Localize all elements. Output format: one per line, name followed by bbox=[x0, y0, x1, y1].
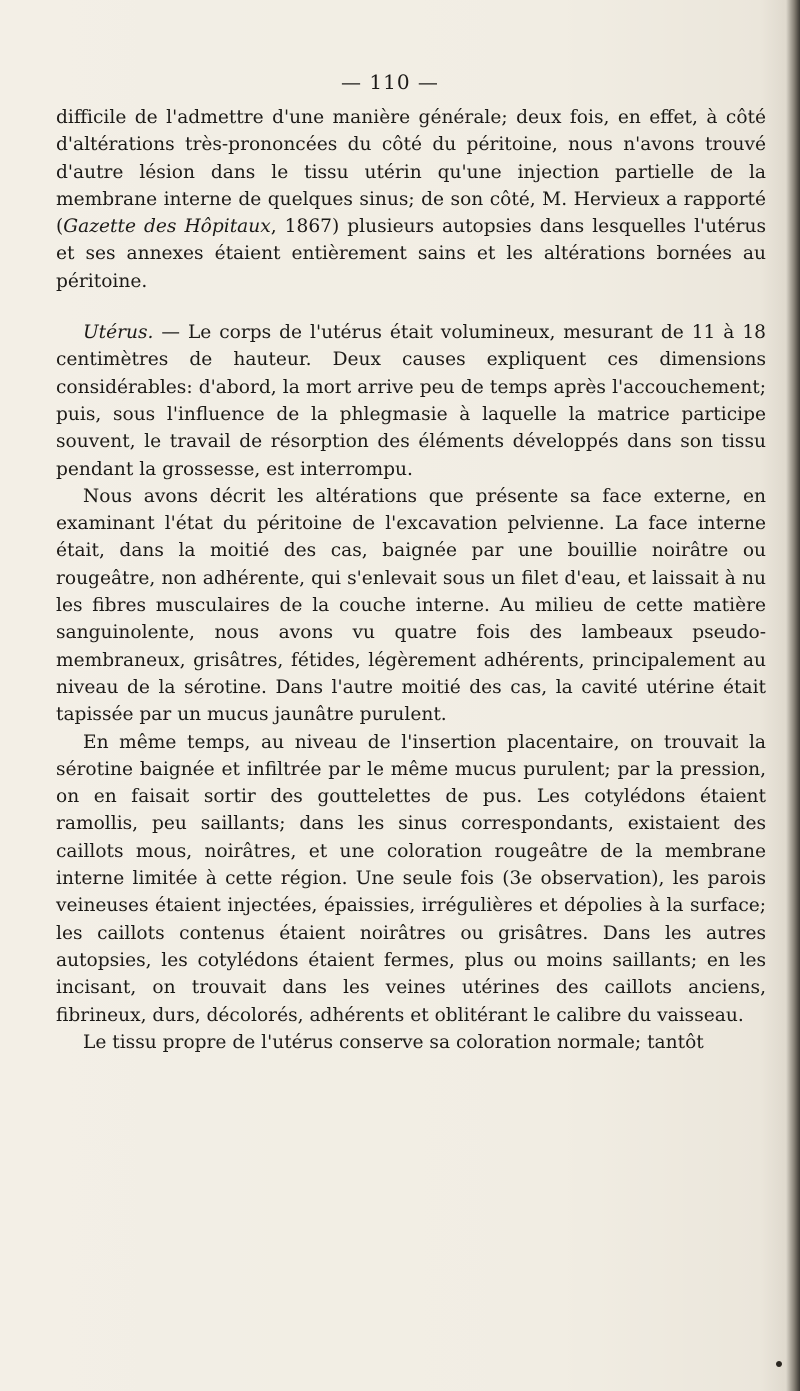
journal-title: Gazette des Hôpitaux bbox=[63, 216, 271, 238]
text-segment: Nous avons décrit les altérations que présente sa face externe, en examinant l'état du péritoine de l'excavation pelvienne. La face interne était, dans la moitié des cas, baignée par une bouillie noirâtre ou rougeâtre, non adhérente, qui s'enlevait sous un filet d'eau, et laissait à nu les fibres musculaires de la couche interne. Au milieu de cette matière sanguinolente, nous avons vu quatre fois des lambeaux pseudo-membraneux, grisâtres, fétides, légèrement adhérents, principalement au niveau de la sérotine. Dans l'autre moitié des cas, la cavité utérine était tapissée par un mucus jaunâtre purulent. bbox=[56, 485, 766, 726]
paragraph bbox=[56, 729, 766, 1029]
text-segment: En même temps, au niveau de l'insertion placentaire, on trouvait la sérotine baignée et infiltrée par le même mucus purulent; par la pression, on en faisait sortir des gouttelettes de pus. Les cotylédons étaient ramollis, peu saillants; dans les sinus correspondants, existaient des caillots mous, noirâtres, et une coloration rougeâtre de la membrane interne limitée à cette région. Une seule fois (3e observation), les parois veineuses étaient injectées, épaissies, irrégulières et dépolies à la surface; les caillots contenus étaient noirâtres ou grisâtres. Dans les autres autopsies, les cotylédons étaient fermes, plus ou moins saillants; en les incisant, on trouvait dans les veines utérines des caillots anciens, fibrineux, durs, décolorés, adhérents et oblitérant le calibre du vaisseau. bbox=[56, 731, 766, 1026]
body-text bbox=[56, 104, 766, 1056]
section-heading: Utérus. bbox=[83, 322, 154, 344]
page-number: — 110 — bbox=[341, 70, 439, 94]
paragraph bbox=[56, 483, 766, 729]
ink-spot bbox=[776, 1361, 782, 1367]
text-segment: , 1867) plusieurs autopsies dans lesquelles l'utérus et ses annexes étaient entièrement sains et les altérations bornées au péritoine. bbox=[56, 216, 766, 292]
page-edge-shadow bbox=[786, 0, 800, 1391]
text-segment: difficile de l'admettre d'une manière générale; deux fois, en effet, à côté d'altérations très-prononcées du côté du péritoine, nous n'avons trouvé d'autre lésion dans le tissu utérin qu'une injection partielle de la membrane interne de quelques sinus; de son côté, M. Hervieux a rapporté ( bbox=[56, 107, 766, 238]
paragraph bbox=[56, 1029, 766, 1056]
paragraph bbox=[56, 104, 766, 295]
text-segment: — Le corps de l'utérus était volumineux, mesurant de 11 à 18 centimètres de hauteur. Deux causes expliquent ces dimensions considérables: d'abord, la mort arrive peu de temps après l'accouchement; puis, sous l'influence de la phlegmasie à laquelle la matrice participe souvent, le travail de résorption des éléments développés dans son tissu pendant la grossesse, est interrompu. bbox=[56, 322, 766, 480]
text-segment: Le tissu propre de l'utérus conserve sa coloration normale; tantôt bbox=[83, 1031, 704, 1053]
paragraph bbox=[56, 319, 766, 483]
